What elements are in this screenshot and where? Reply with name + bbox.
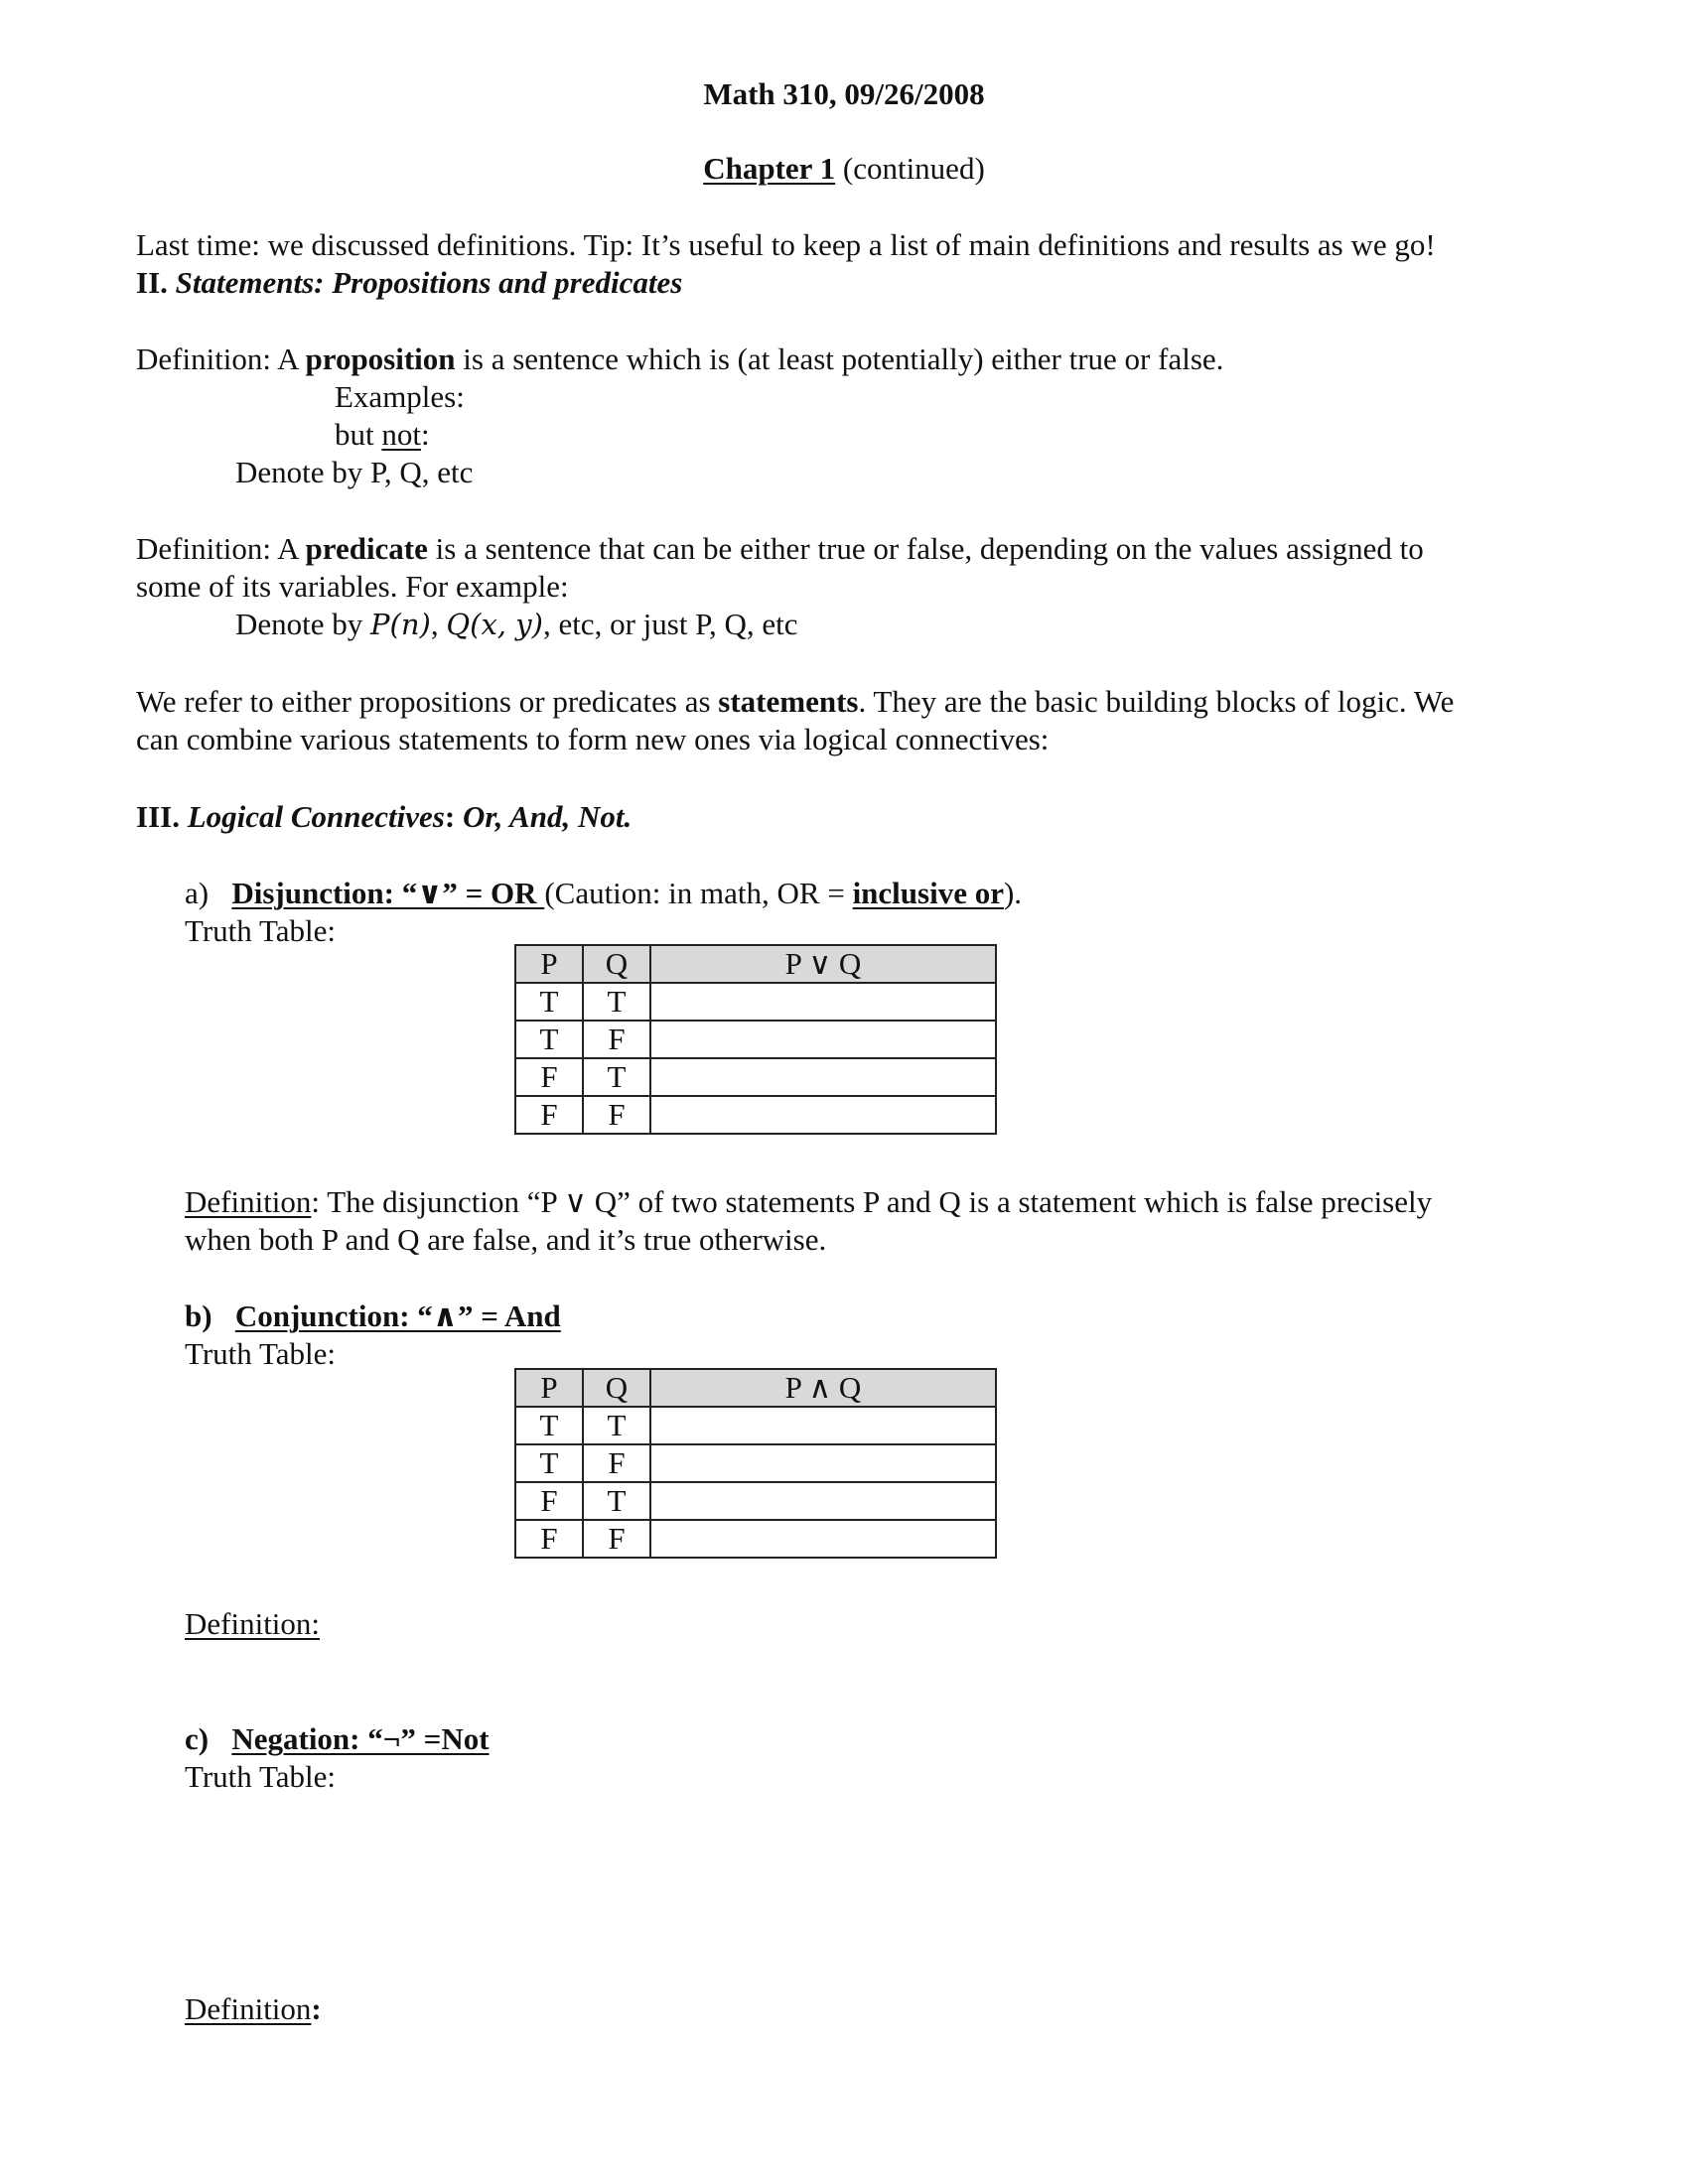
cell-result xyxy=(650,1520,996,1558)
disjunction-caution-suffix: ). xyxy=(1003,876,1023,910)
predicate-denote-sep: , xyxy=(430,607,447,641)
disjunction-heading xyxy=(185,875,1022,912)
cell-q: F xyxy=(583,1096,650,1134)
header-q: Q xyxy=(583,945,650,983)
cell-result xyxy=(650,1444,996,1482)
table-row xyxy=(515,1482,996,1520)
negation-def-label: Definition xyxy=(185,1991,312,2026)
section-2-heading xyxy=(136,264,682,302)
predicate-denote xyxy=(235,606,798,643)
disjunction-def-text: : The disjunction “P ∨ Q” of two statements P and Q is a statement which is false precisely xyxy=(311,1184,1433,1219)
header-q: Q xyxy=(583,1369,650,1407)
table-header-row xyxy=(515,945,996,983)
table-row xyxy=(515,1021,996,1058)
predicate-rest: is a sentence that can be either true or false, depending on the values assigned to xyxy=(427,531,1424,566)
cell-p: F xyxy=(515,1520,583,1558)
disjunction-def-label: Definition xyxy=(185,1184,312,1219)
negation-title: Negation: “¬” =Not xyxy=(231,1721,490,1756)
but-colon: : xyxy=(421,417,430,452)
conjunction-letter: b) xyxy=(185,1298,212,1333)
cell-result xyxy=(650,1021,996,1058)
table-row xyxy=(515,1407,996,1444)
conjunction-truth-table xyxy=(514,1368,997,1559)
proposition-definition xyxy=(136,341,1223,378)
header-p-or-q: P ∨ Q xyxy=(650,945,996,983)
disjunction-definition xyxy=(185,1183,1432,1221)
cell-p: F xyxy=(515,1482,583,1520)
table-row xyxy=(515,1058,996,1096)
negation-letter: c) xyxy=(185,1721,210,1756)
table-header-row xyxy=(515,1369,996,1407)
predicate-math-qxy: Q(x, y) xyxy=(446,608,543,641)
cell-p: F xyxy=(515,1096,583,1134)
cell-result xyxy=(650,983,996,1021)
cell-p: T xyxy=(515,1021,583,1058)
predicate-denote-rest: , etc, or just P, Q, etc xyxy=(542,607,798,641)
table-row xyxy=(515,1096,996,1134)
disjunction-truth-label: Truth Table: xyxy=(185,913,336,948)
proposition-rest: is a sentence which is (at least potentially) either true or false. xyxy=(455,341,1224,376)
cell-p: T xyxy=(515,1444,583,1482)
cell-q: F xyxy=(583,1444,650,1482)
cell-p: T xyxy=(515,983,583,1021)
cell-q: T xyxy=(583,983,650,1021)
disjunction-letter: a) xyxy=(185,876,210,910)
table-row xyxy=(515,1444,996,1482)
cell-q: F xyxy=(583,1520,650,1558)
negation-truth-label: Truth Table: xyxy=(185,1759,336,1794)
but-prefix: but xyxy=(335,417,382,452)
statements-prefix: We refer to either propositions or predicates as xyxy=(136,684,719,719)
chapter-suffix: (continued) xyxy=(835,151,985,186)
proposition-examples: Examples: xyxy=(335,379,465,414)
cell-q: T xyxy=(583,1058,650,1096)
section-3-number: III. xyxy=(136,799,180,834)
cell-result xyxy=(650,1058,996,1096)
cell-result xyxy=(650,1096,996,1134)
cell-q: T xyxy=(583,1482,650,1520)
cell-q: T xyxy=(583,1407,650,1444)
cell-q: F xyxy=(583,1021,650,1058)
section-2-number: II. xyxy=(136,265,168,300)
predicate-denote-prefix: Denote by xyxy=(235,607,371,641)
intro-text: Last time: we discussed definitions. Tip: It’s useful to keep a list of main definitions and results as we go! xyxy=(136,227,1436,262)
negation-heading xyxy=(185,1720,490,1758)
conjunction-definition-label: Definition: xyxy=(185,1606,321,1641)
proposition-denote: Denote by P, Q, etc xyxy=(235,455,474,489)
proposition-term: proposition xyxy=(305,341,456,376)
section-2-title: Statements: Propositions and predicates xyxy=(175,265,683,300)
table-row xyxy=(515,1520,996,1558)
conjunction-truth-label: Truth Table: xyxy=(185,1336,336,1371)
predicate-prefix: Definition: A xyxy=(136,531,306,566)
disjunction-definition-line-2: when both P and Q are false, and it’s true otherwise. xyxy=(185,1222,827,1257)
section-3-title: Logical Connectives xyxy=(187,799,445,834)
statements-term: statements xyxy=(718,684,859,719)
predicate-math-pn: P(n) xyxy=(370,608,431,641)
page-title: Math 310, 09/26/2008 xyxy=(703,76,985,111)
disjunction-caution-prefix: (Caution: in math, OR = xyxy=(544,876,853,910)
negation-def-colon: : xyxy=(311,1991,322,2026)
header-p: P xyxy=(515,945,583,983)
disjunction-truth-table xyxy=(514,944,997,1135)
section-3-colon: : xyxy=(444,799,456,834)
section-3-title-2: Or, And, Not. xyxy=(455,799,633,834)
cell-p: T xyxy=(515,1407,583,1444)
proposition-prefix: Definition: A xyxy=(136,341,306,376)
statements-line-2: can combine various statements to form new ones via logical connectives: xyxy=(136,722,1050,756)
negation-definition-label xyxy=(185,1990,322,2028)
table-row xyxy=(515,983,996,1021)
statements-rest: . They are the basic building blocks of logic. We xyxy=(858,684,1455,719)
statements-paragraph xyxy=(136,683,1454,721)
chapter-heading xyxy=(0,150,1688,188)
predicate-definition xyxy=(136,530,1424,568)
conjunction-title: Conjunction: “∧” = And xyxy=(234,1298,561,1333)
proposition-but-not xyxy=(335,416,430,454)
chapter-label: Chapter 1 xyxy=(703,151,836,186)
header-p: P xyxy=(515,1369,583,1407)
disjunction-caution-term: inclusive or xyxy=(852,876,1004,910)
cell-result xyxy=(650,1407,996,1444)
predicate-line-2: some of its variables. For example: xyxy=(136,569,569,604)
cell-result xyxy=(650,1482,996,1520)
section-3-heading xyxy=(136,798,632,836)
header-p-and-q: P ∧ Q xyxy=(650,1369,996,1407)
conjunction-heading xyxy=(185,1297,561,1335)
disjunction-title: Disjunction: “∨” = OR xyxy=(231,876,545,910)
predicate-term: predicate xyxy=(305,531,428,566)
cell-p: F xyxy=(515,1058,583,1096)
but-not-word: not xyxy=(381,417,421,452)
